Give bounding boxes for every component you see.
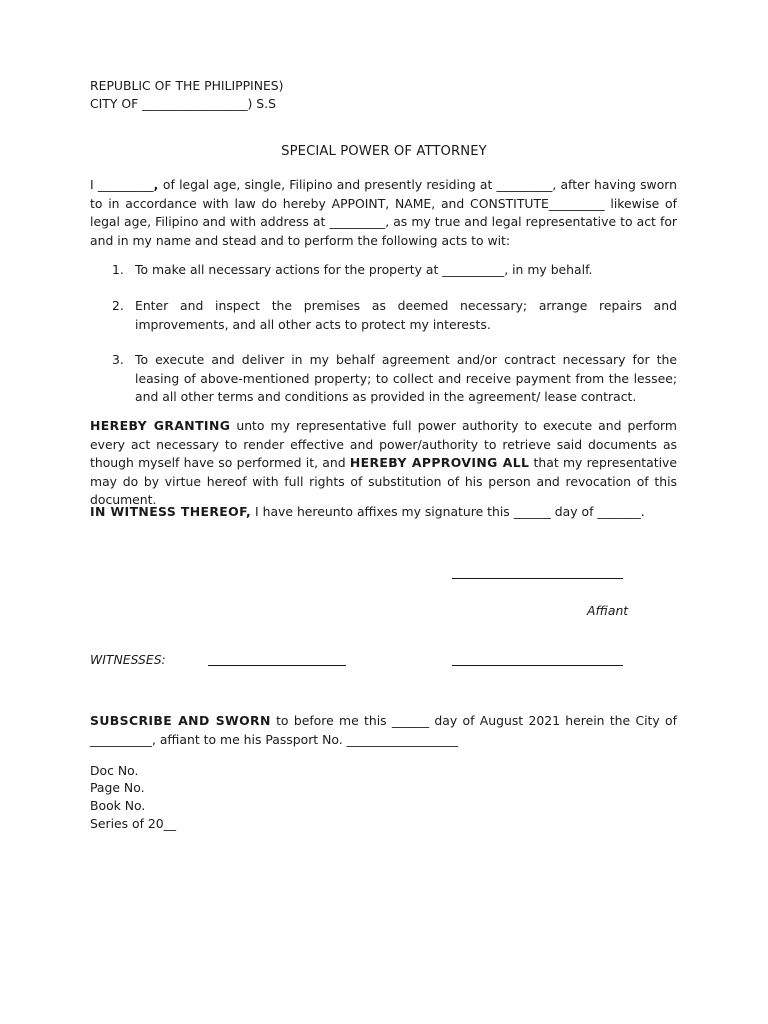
document-title: SPECIAL POWER OF ATTORNEY: [281, 144, 487, 159]
act-item-2: [112, 297, 677, 334]
hereby-granting: HEREBY GRANTING: [90, 418, 231, 433]
witness-signature-line-2: [452, 665, 623, 666]
granting-paragraph: [90, 417, 677, 510]
subscribe-paragraph: [90, 712, 677, 749]
intro-paragraph: [90, 176, 677, 250]
granting-text2: that my representative may do by virtue hereof with full rights of substitution of his person and revocation of this document.: [90, 455, 678, 507]
affiant-signature-line: [452, 578, 623, 579]
series-of: Series of 20__: [90, 816, 177, 831]
page-no: Page No.: [90, 780, 145, 795]
doc-no: Doc No.: [90, 763, 139, 778]
in-witness-thereof: IN WITNESS THEREOF,: [90, 504, 252, 519]
header-city: CITY OF _________________) S.S: [90, 96, 276, 111]
hereby-approving: HEREBY APPROVING ALL: [349, 455, 530, 470]
intro-comma: ,: [153, 177, 159, 192]
intro-part2: of legal age, single, Filipino and presently residing at _________, after having sworn to in accordance with law do hereby APPOINT, NAME, and CONSTITUTE_________ likewise of legal age, Filipino and with address at _________, as my true and legal representative to act for and in my name and stead and to perform the following acts to wit:: [90, 177, 677, 248]
act-text: To execute and deliver in my behalf agreement and/or contract necessary for the leasing of above-mentioned property; to collect and receive payment from the lessee; and all other terms and conditions as provided in the agreement/ lease contract.: [135, 352, 677, 404]
act-number: 1.: [112, 262, 124, 277]
affiant-label: Affiant: [587, 603, 629, 618]
act-number: 3.: [112, 352, 124, 367]
header-republic: REPUBLIC OF THE PHILIPPINES): [90, 78, 284, 93]
act-item-3: [112, 351, 677, 407]
subscribe-and-sworn: SUBSCRIBE AND SWORN: [90, 713, 271, 728]
book-no: Book No.: [90, 798, 146, 813]
witness-signature-line-1: [208, 665, 346, 666]
subscribe-text: to before me this ______ day of August 2021 herein the City of __________, affiant to me his Passport No. __________________: [90, 713, 677, 747]
witness-text: I have hereunto affixes my signature this ______ day of _______.: [251, 504, 645, 519]
witnesses-label: WITNESSES:: [90, 652, 166, 667]
act-item-1: [112, 261, 677, 280]
granting-text1: unto my representative full power authority to execute and perform every act necessary to render effective and power/authority to retrieve said documents as though myself have so performed it, and: [90, 418, 677, 470]
act-text: To make all necessary actions for the property at __________, in my behalf.: [135, 262, 593, 277]
act-text: Enter and inspect the premises as deemed necessary; arrange repairs and improvements, and all other acts to protect my interests.: [135, 298, 677, 332]
act-number: 2.: [112, 298, 124, 313]
witness-paragraph: [90, 503, 645, 521]
intro-part1: I _________: [90, 177, 154, 192]
